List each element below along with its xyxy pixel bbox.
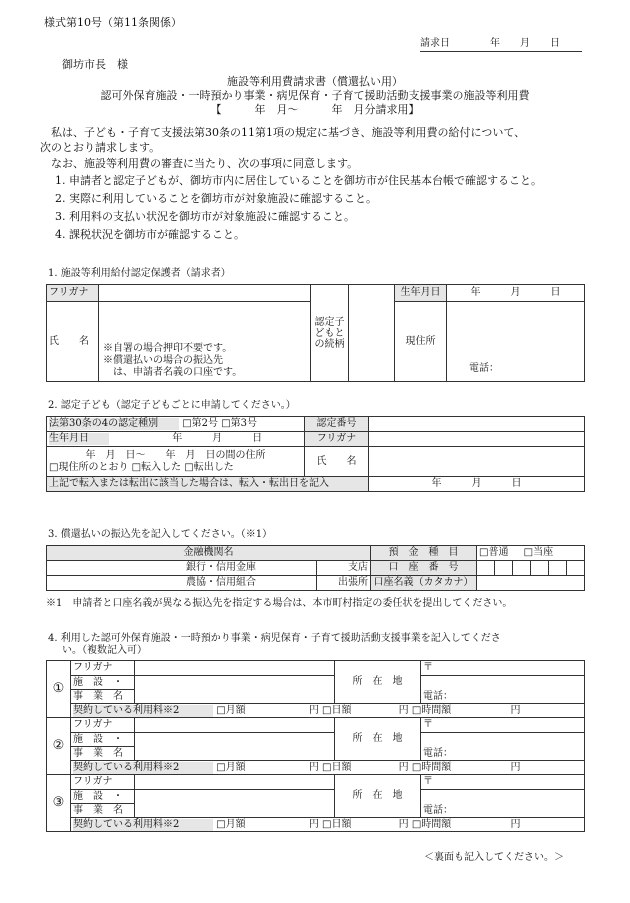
addressee: 御坊市長 様 bbox=[62, 58, 128, 71]
yen-label: 円 bbox=[510, 818, 521, 830]
consent-item: 4. 課税状況を御坊市が確認すること。 bbox=[55, 228, 245, 241]
postal-field[interactable] bbox=[421, 661, 585, 676]
yen-label: 円 bbox=[398, 761, 409, 773]
section1-heading: 1. 施設等利用給付認定保護者（請求者） bbox=[48, 268, 231, 279]
account-no-label: 口 座 番 号 bbox=[371, 561, 477, 576]
branch-label: 支店 bbox=[317, 561, 371, 576]
furigana-label: フリガナ bbox=[71, 718, 135, 733]
account-holder-field[interactable] bbox=[477, 576, 585, 591]
moved-out-label: 転出した bbox=[193, 461, 234, 473]
facility-row-1 bbox=[47, 661, 585, 718]
facility-furigana-field[interactable] bbox=[135, 661, 335, 676]
monthly-label: 月額 bbox=[225, 818, 246, 830]
account-digit[interactable] bbox=[495, 561, 513, 576]
facility-table bbox=[46, 660, 585, 832]
facility-label: 施 設 ・ bbox=[71, 676, 135, 690]
name-label bbox=[47, 302, 99, 382]
monthly-label: 月額 bbox=[225, 761, 246, 773]
postal-field[interactable] bbox=[421, 775, 585, 790]
section4-heading2: い。（複数記入可） bbox=[62, 645, 147, 656]
postal-mark: 〒 bbox=[423, 719, 433, 730]
fee-row bbox=[71, 761, 585, 775]
row-number: ③ bbox=[47, 775, 71, 832]
type2-checkbox[interactable] bbox=[182, 418, 191, 429]
request-date: 請求日 年 月 日 bbox=[420, 38, 582, 52]
facility-furigana-field[interactable] bbox=[135, 718, 335, 733]
account-digit[interactable] bbox=[567, 561, 585, 576]
title-line2: 認可外保育施設・一時預かり事業・病児保育・子育て援助活動支援事業の施設等利用費 bbox=[100, 89, 530, 102]
moved-out-checkbox[interactable] bbox=[184, 462, 193, 473]
monthly-checkbox[interactable] bbox=[216, 819, 225, 830]
monthly-checkbox[interactable] bbox=[216, 705, 225, 716]
type2-label: 第2号 bbox=[191, 418, 219, 429]
normal-label: 普通 bbox=[488, 547, 509, 558]
location-label: 所 在 地 bbox=[335, 775, 421, 818]
fee-label: 契約している利用料※2 bbox=[73, 819, 213, 831]
child-furigana-field[interactable] bbox=[369, 432, 585, 447]
intro-p1b: 次のとおり請求します。 bbox=[40, 141, 161, 154]
deposit-kind-field bbox=[477, 546, 585, 561]
facility-address-field[interactable] bbox=[421, 790, 585, 818]
note-seal: ※自署の場合押印不要です。 bbox=[103, 343, 233, 354]
hourly-label: 時間額 bbox=[421, 818, 452, 830]
yen-label: 円 bbox=[308, 704, 319, 716]
business-label: 事 業 名 bbox=[71, 804, 135, 818]
form-number: 様式第10号（第11条関係） bbox=[44, 16, 182, 29]
consent-item: 2. 実際に利用していることを御坊市が対象施設に確認すること。 bbox=[55, 192, 377, 205]
child-birth-row bbox=[47, 432, 305, 447]
cert-no-label: 認定番号 bbox=[305, 417, 369, 432]
cert-type-label: 法第30条の4の認定種別 bbox=[49, 418, 179, 430]
yen-label: 円 bbox=[308, 818, 319, 830]
phone-label: 電話： bbox=[423, 748, 453, 759]
guardian-birth-field[interactable]: 年 月 日 bbox=[447, 285, 585, 302]
facility-row-3 bbox=[47, 775, 585, 832]
phone-label: 電話： bbox=[423, 691, 453, 702]
child-furigana-label: フリガナ bbox=[305, 432, 369, 447]
guardian-name-field[interactable] bbox=[99, 302, 311, 382]
type3-checkbox[interactable] bbox=[221, 418, 230, 429]
facility-name-field[interactable] bbox=[135, 790, 335, 818]
account-digit[interactable] bbox=[477, 561, 495, 576]
address-label: 現住所 bbox=[395, 302, 447, 382]
move-date-field[interactable]: 年 月 日 bbox=[369, 477, 585, 492]
location-label: 所 在 地 bbox=[335, 661, 421, 704]
cert-no-field[interactable] bbox=[369, 417, 585, 432]
row-number: ① bbox=[47, 661, 71, 718]
residence-history bbox=[47, 447, 305, 477]
moved-in-checkbox[interactable] bbox=[132, 462, 141, 473]
monthly-checkbox[interactable] bbox=[216, 762, 225, 773]
hourly-checkbox[interactable] bbox=[412, 819, 421, 830]
account-digit[interactable] bbox=[549, 561, 567, 576]
facility-furigana-field[interactable] bbox=[135, 775, 335, 790]
account-digit[interactable] bbox=[531, 561, 549, 576]
postal-mark: 〒 bbox=[423, 662, 433, 673]
back-side-note: ＜裏面も記入してください。＞ bbox=[424, 852, 564, 863]
moved-in-label: 転入した bbox=[141, 461, 182, 473]
yen-label: 円 bbox=[398, 704, 409, 716]
name-label-text: 氏 名 bbox=[49, 335, 89, 347]
consent-item: 3. 利用料の支払い状況を御坊市が対象施設に確認すること。 bbox=[55, 210, 355, 223]
bank-table bbox=[46, 545, 585, 591]
child-name-label: 氏 名 bbox=[305, 447, 369, 477]
hourly-checkbox[interactable] bbox=[412, 705, 421, 716]
section4-heading: 4. 利用した認可外保育施設・一時預かり事業・病児保育・子育て援助活動支援事業を記入してくださ bbox=[48, 633, 501, 644]
facility-name-field[interactable] bbox=[135, 733, 335, 761]
guardian-address-field[interactable] bbox=[447, 302, 585, 382]
business-label: 事 業 名 bbox=[71, 747, 135, 761]
business-label: 事 業 名 bbox=[71, 690, 135, 704]
note-account: ※償還払いの場合の振込先 bbox=[103, 355, 223, 366]
fee-label: 契約している利用料※2 bbox=[73, 705, 213, 717]
account-holder-label: 口座名義（カタカナ） bbox=[371, 576, 477, 591]
child-table bbox=[46, 416, 585, 492]
postal-mark: 〒 bbox=[423, 776, 433, 787]
facility-label: 施 設 ・ bbox=[71, 733, 135, 747]
fee-row bbox=[71, 704, 585, 718]
guardian-table bbox=[46, 284, 585, 382]
furigana-label: フリガナ bbox=[71, 775, 135, 790]
facility-address-field[interactable] bbox=[421, 733, 585, 761]
deposit-kind-label: 預 金 種 目 bbox=[371, 546, 477, 561]
bank-type2[interactable]: 農協・信用組合 bbox=[47, 576, 317, 591]
fee-row bbox=[71, 818, 585, 832]
yen-label: 円 bbox=[510, 761, 521, 773]
child-birth-label: 生年月日 bbox=[49, 433, 109, 445]
furigana-label: フリガナ bbox=[71, 661, 135, 676]
current-checkbox[interactable] bbox=[512, 547, 533, 558]
account-digit[interactable] bbox=[513, 561, 531, 576]
row-number: ② bbox=[47, 718, 71, 775]
relation-label: 認定子どもとの続柄 bbox=[311, 285, 349, 382]
daily-label: 日額 bbox=[331, 761, 352, 773]
move-note: 上記で転入または転出に該当した場合は、転入・転出日を記入 bbox=[47, 477, 369, 492]
postal-field[interactable] bbox=[421, 718, 585, 733]
yen-label: 円 bbox=[308, 761, 319, 773]
phone-label: 電話： bbox=[469, 363, 499, 374]
hourly-label: 時間額 bbox=[421, 704, 452, 716]
hourly-label: 時間額 bbox=[421, 761, 452, 773]
facility-address-field[interactable] bbox=[421, 676, 585, 704]
facility-name-field[interactable] bbox=[135, 676, 335, 704]
consent-item: 1. 申請者と認定子どもが、御坊市内に居住していることを御坊市が住民基本台帳で確認すること。 bbox=[55, 174, 542, 187]
current-address-label: 現住所のとおり bbox=[58, 461, 129, 473]
facility-row-2 bbox=[47, 718, 585, 775]
bank-note: ※1 申請者と口座名義が異なる振込先を指定する場合は、本市町村指定の委任状を提出してください。 bbox=[46, 598, 513, 609]
relation-field[interactable] bbox=[349, 285, 395, 382]
fee-label: 契約している利用料※2 bbox=[73, 762, 213, 774]
office-label: 出張所 bbox=[317, 576, 371, 591]
child-birth-field[interactable]: 年 月 日 bbox=[172, 433, 263, 444]
guardian-furigana-field[interactable] bbox=[99, 285, 311, 302]
note-account2: は、申請者名義の口座です。 bbox=[103, 367, 243, 378]
type3-label: 第3号 bbox=[230, 418, 258, 429]
bank-name-label: 金融機関名 bbox=[47, 546, 371, 561]
cert-type-row bbox=[47, 417, 305, 432]
facility-label: 施 設 ・ bbox=[71, 790, 135, 804]
child-name-field[interactable] bbox=[369, 447, 585, 477]
yen-label: 円 bbox=[510, 704, 521, 716]
bank-type1[interactable]: 銀行・信用金庫 bbox=[47, 561, 317, 576]
intro-p1a: 私は、子ども・子育て支援法第30条の11第1項の規定に基づき、施設等利用費の給付について、 bbox=[40, 126, 526, 139]
title-line3: 【 年 月〜 年 月分請求用】 bbox=[210, 103, 420, 116]
daily-label: 日額 bbox=[331, 704, 352, 716]
section2-heading: 2. 認定子ども（認定子どもごとに申請してください。） bbox=[48, 400, 296, 411]
intro-p2: なお、施設等利用費の審査に当たり、次の事項に同意します。 bbox=[40, 157, 359, 170]
yen-label: 円 bbox=[398, 818, 409, 830]
current-label: 当座 bbox=[533, 547, 554, 558]
daily-label: 日額 bbox=[331, 818, 352, 830]
phone-label: 電話： bbox=[423, 805, 453, 816]
monthly-label: 月額 bbox=[225, 704, 246, 716]
period-label: 年 月 日〜 年 月 日の間の住所 bbox=[85, 449, 266, 461]
location-label: 所 在 地 bbox=[335, 718, 421, 761]
birth-label: 生年月日 bbox=[395, 285, 447, 302]
section3-heading: 3. 償還払いの振込先を記入してください。（※1） bbox=[48, 529, 273, 540]
furigana-label: フリガナ bbox=[47, 285, 99, 302]
title-line1: 施設等利用費請求書（償還払い用） bbox=[227, 75, 403, 88]
hourly-checkbox[interactable] bbox=[412, 762, 421, 773]
